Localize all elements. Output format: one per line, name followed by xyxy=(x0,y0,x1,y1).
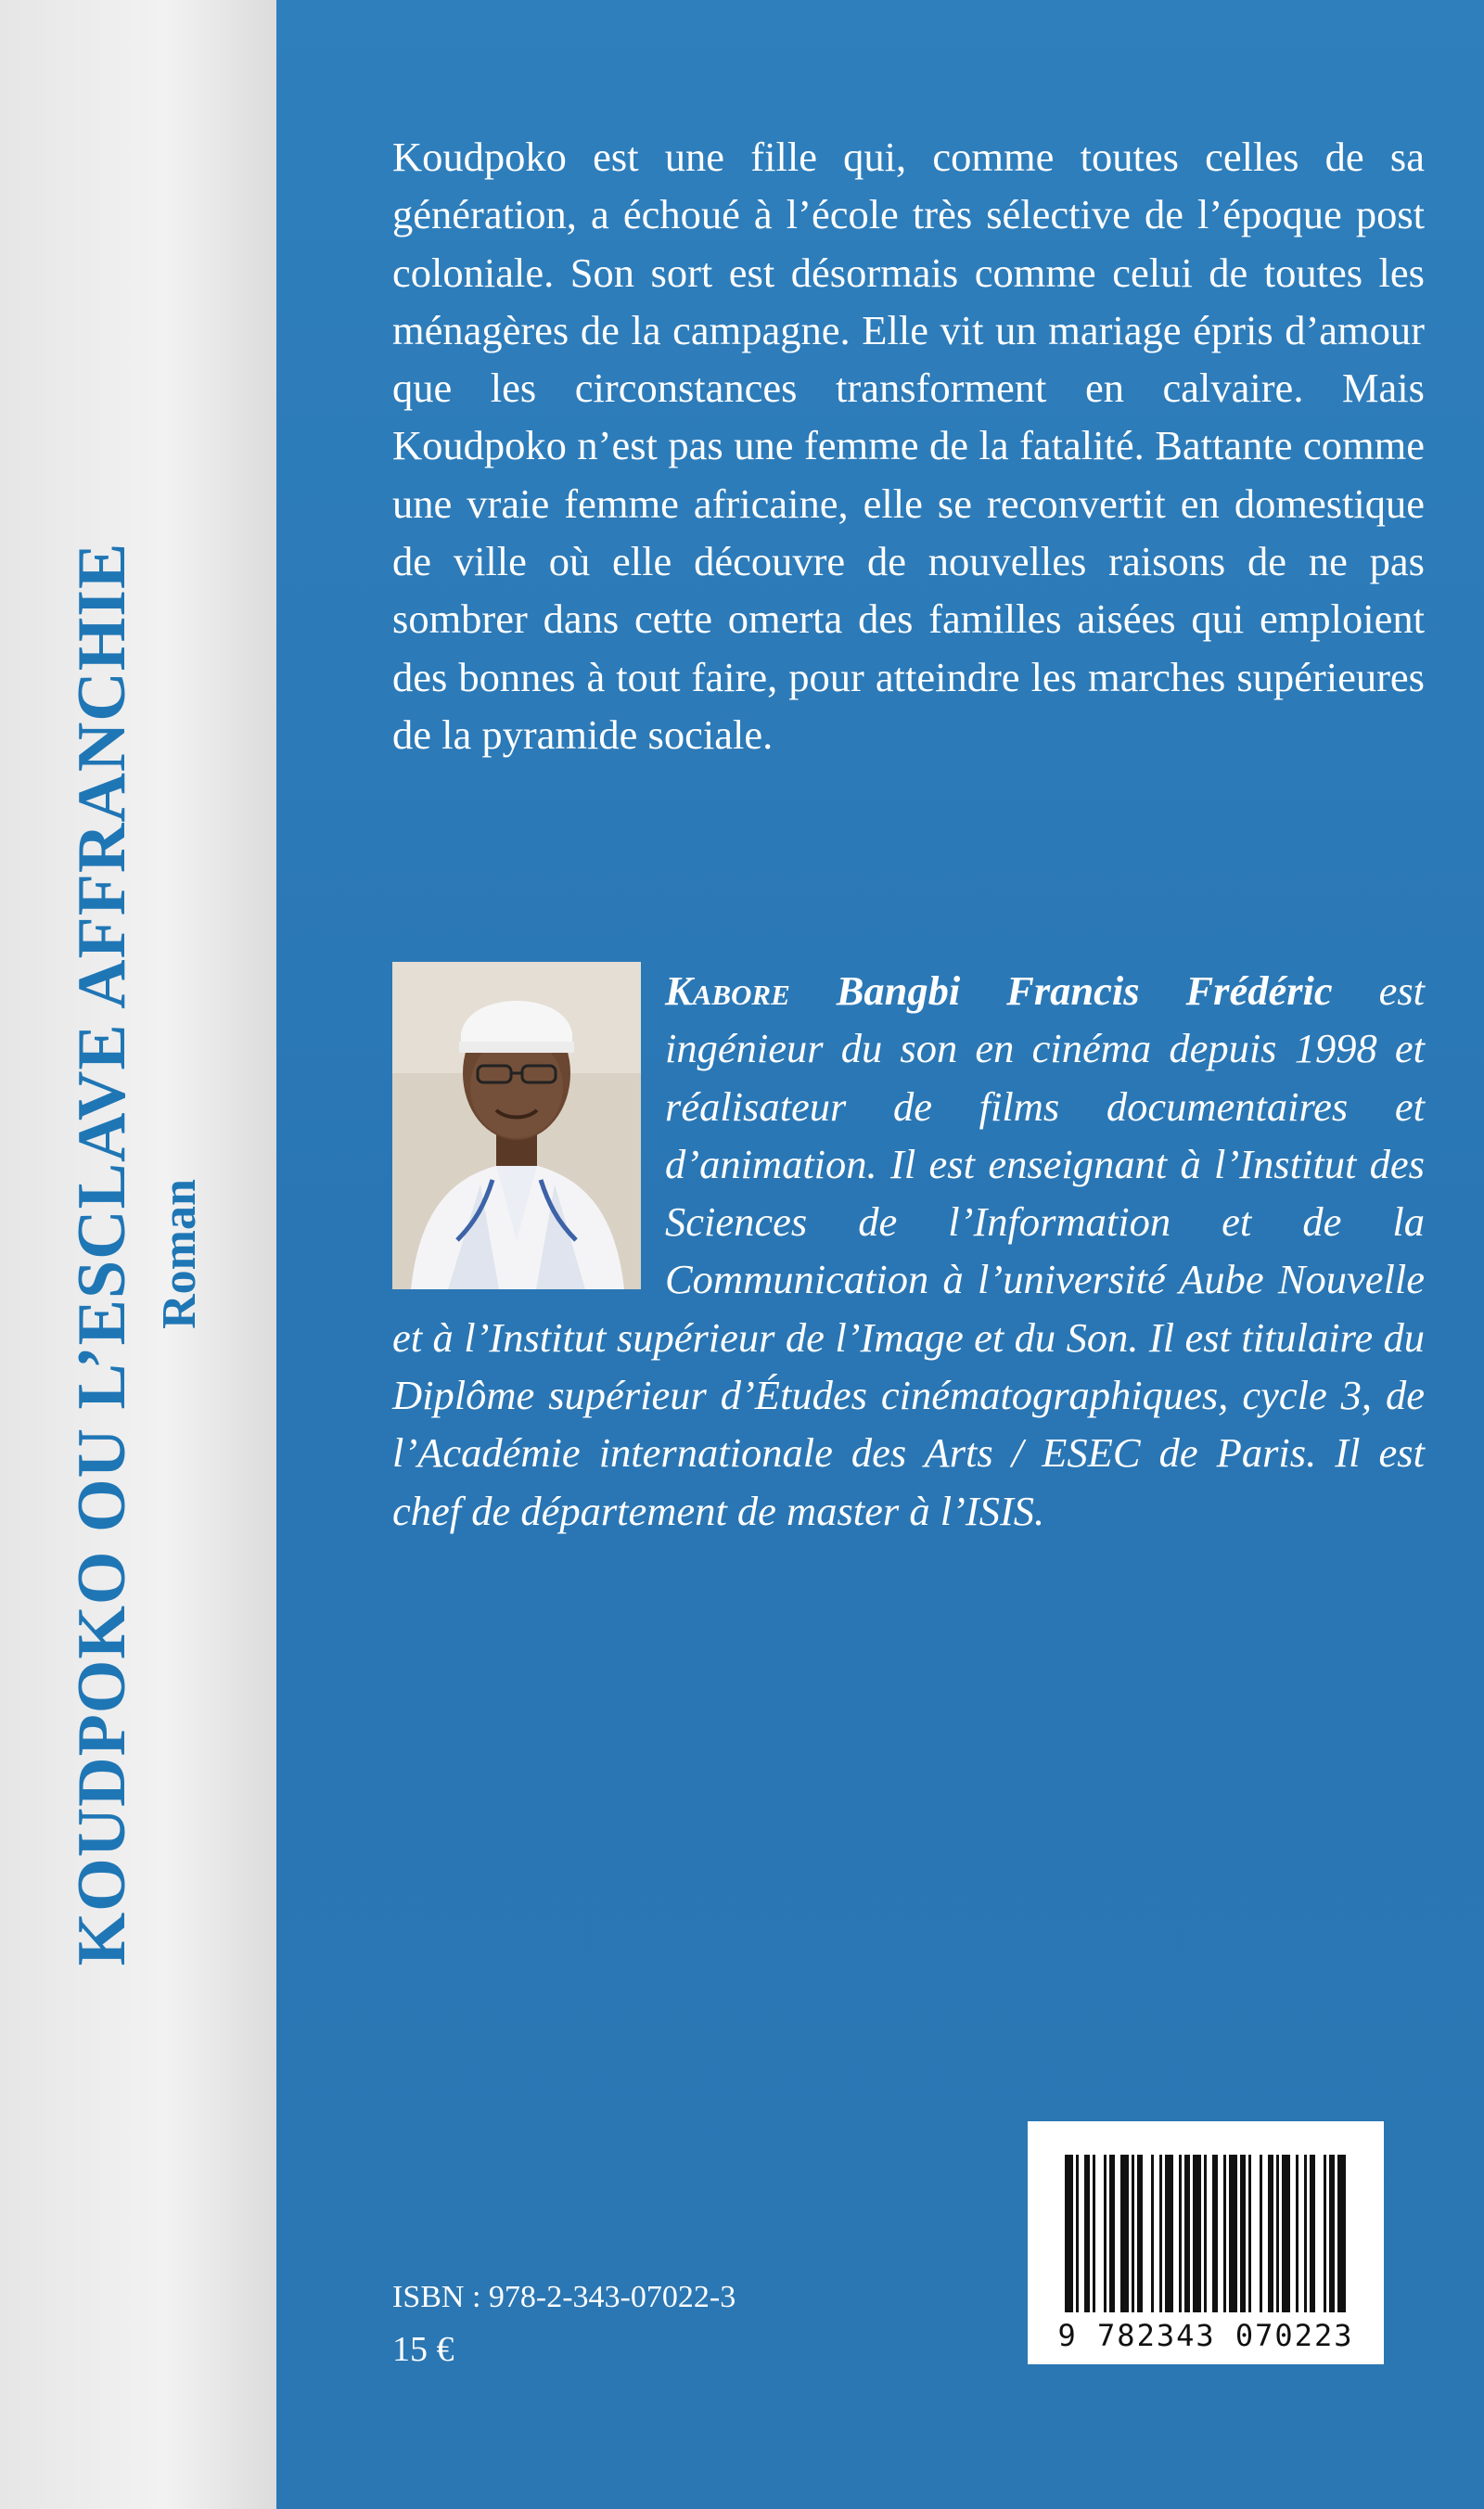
author-surname: Kabore xyxy=(665,967,790,1014)
barcode-bar xyxy=(1248,2155,1251,2312)
barcode-bar xyxy=(1109,2155,1115,2312)
author-bio-text: est ingénieur du son en cinéma depuis 1998 et réalisateur de films documentaires et d’animation. Il est enseignant à l’Institut des Sciences de l’Information et de la Communication à l’université Aube Nouvelle et à l’Institut supérieur de l’Image et du Son. Il est titulaire du Diplôme supérieur d’Études cinématographiques, cycle 3, de l’Académie internationale des Arts / ESEC de Paris. Il est chef de département de master à l’ISIS. xyxy=(392,967,1425,1534)
synopsis: Koudpoko est une fille qui, comme toutes celles de sa génération, a échoué à l’école très sélective de l’époque post coloniale. Son sort est désormais comme celui de toutes les ménagères de la campagne. Elle vit un mariage épris d’amour que les circonstances transforment en calvaire. Mais Koudpoko n’est pas une femme de la fatalité. Battante comme une vraie femme africaine, elle se reconvertit en domestique de ville où elle découvre de nouvelles raisons de ne pas sombrer dans cette omerta des familles aisées qui emploient des bonnes à tout faire, pour atteindre les marches supérieures de la pyramide sociale. xyxy=(392,134,1425,758)
spine-title: KOUDPOKO OU L’ESCLAVE AFFRANCHIE xyxy=(63,542,140,1966)
barcode-bar xyxy=(1165,2155,1173,2312)
barcode-bar xyxy=(1132,2155,1134,2312)
barcode-bar xyxy=(1304,2155,1307,2312)
barcode-bar xyxy=(1310,2155,1315,2312)
barcode-bar xyxy=(1184,2155,1190,2312)
barcode-bar xyxy=(1296,2155,1298,2312)
spine-subtitle: Roman xyxy=(152,1179,206,1329)
barcode-bar xyxy=(1282,2155,1290,2312)
barcode xyxy=(1028,2121,1384,2364)
photo-spacer xyxy=(392,962,665,1307)
barcode-digits: 9 782343 070223 xyxy=(1057,2318,1354,2353)
barcode-bar xyxy=(1223,2155,1226,2312)
barcode-bar xyxy=(1204,2155,1207,2312)
barcode-bar xyxy=(1120,2155,1129,2312)
barcode-bar xyxy=(1159,2155,1162,2312)
barcode-bar xyxy=(1093,2155,1095,2312)
barcode-bar xyxy=(1076,2155,1079,2312)
back-cover xyxy=(276,0,1484,2509)
barcode-bar xyxy=(1084,2155,1090,2312)
barcode-bar xyxy=(1329,2155,1335,2312)
barcode-bar xyxy=(1137,2155,1143,2312)
barcode-bar xyxy=(1337,2155,1346,2312)
barcode-bar xyxy=(1179,2155,1182,2312)
barcode-bar xyxy=(1212,2155,1218,2312)
barcode-bar xyxy=(1193,2155,1201,2312)
spine xyxy=(0,0,276,2509)
barcode-bar xyxy=(1324,2155,1326,2312)
barcode-bar xyxy=(1260,2155,1262,2312)
isbn: ISBN : 978-2-343-07022-3 xyxy=(392,2280,736,2314)
author-name xyxy=(665,967,1333,1014)
spine-text xyxy=(63,542,209,1966)
price: 15 € xyxy=(392,2330,454,2369)
barcode-bar xyxy=(1268,2155,1273,2312)
author-given-names: Bangbi Francis Frédéric xyxy=(836,967,1333,1014)
barcode-bar xyxy=(1229,2155,1237,2312)
barcode-bar xyxy=(1104,2155,1107,2312)
barcode-bar xyxy=(1065,2155,1073,2312)
barcode-bar xyxy=(1276,2155,1279,2312)
author-bio xyxy=(392,962,1425,1540)
barcode-bar xyxy=(1151,2155,1154,2312)
barcode-bar xyxy=(1240,2155,1246,2312)
